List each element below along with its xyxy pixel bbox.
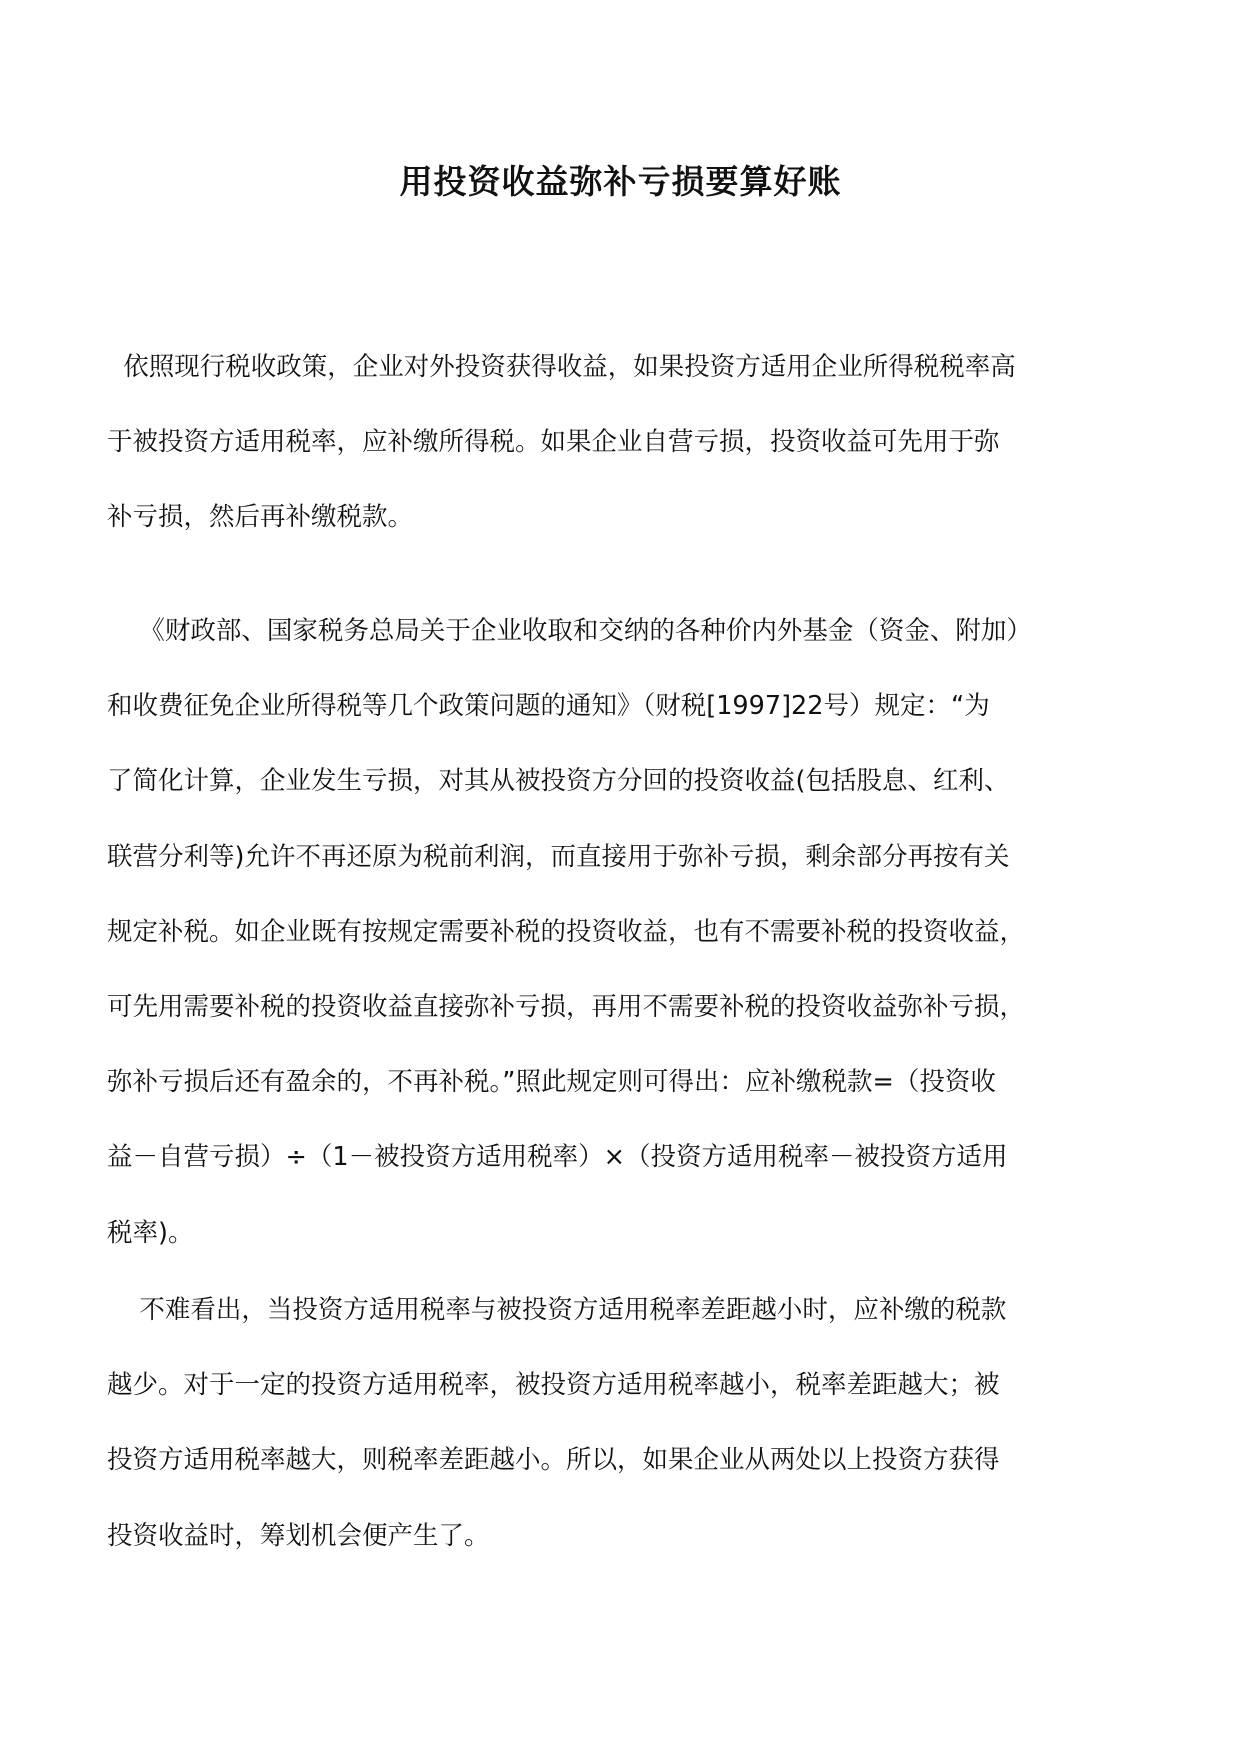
paragraph-line: 了简化计算，企业发生亏损，对其从被投资方分回的投资收益(包括股息、红利、 [107, 766, 1010, 797]
paragraph-line: 益－自营亏损）÷（1－被投资方适用税率）×（投资方适用税率－被投资方适用 [107, 1142, 1008, 1173]
paragraph-line: 规定补税。如企业既有按规定需要补税的投资收益，也有不需要补税的投资收益， [107, 916, 1026, 947]
paragraph-line: 联营分利等)允许不再还原为税前利润，而直接用于弥补亏损，剩余部分再按有关 [107, 841, 1010, 872]
paragraph-line: 投资收益时，筹划机会便产生了。 [107, 1520, 490, 1551]
paragraph-line: 于被投资方适用税率，应补缴所得税。如果企业自营亏损，投资收益可先用于弥 [107, 427, 1000, 458]
document-title: 用投资收益弥补亏损要算好账 [399, 162, 842, 201]
paragraph-line: 《财政部、国家税务总局关于企业收取和交纳的各种价内外基金（资金、附加） [107, 616, 1032, 646]
paragraph-line: 弥补亏损后还有盈余的，不再补税。”照此规定则可得出：应补缴税款=（投资收 [107, 1067, 996, 1098]
paragraph-line: 税率)。 [107, 1217, 194, 1248]
paragraph-line: 补亏损，然后再补缴税款。 [107, 502, 414, 533]
paragraph-2 [107, 594, 1137, 1271]
paragraph-line: 和收费征免企业所得税等几个政策问题的通知》（财税[1997]22号）规定：“为 [107, 691, 990, 722]
paragraph-line: 依照现行税收政策，企业对外投资获得收益，如果投资方适用企业所得税税率高 [107, 352, 1016, 382]
paragraph-3 [107, 1273, 1137, 1574]
paragraph-line: 投资方适用税率越大，则税率差距越小。所以，如果企业从两处以上投资方获得 [107, 1445, 1000, 1476]
paragraph-line: 不难看出，当投资方适用税率与被投资方适用税率差距越小时，应补缴的税款 [107, 1295, 1007, 1325]
paragraph-line: 可先用需要补税的投资收益直接弥补亏损，再用不需要补税的投资收益弥补亏损， [107, 991, 1026, 1022]
paragraph-1 [107, 330, 1137, 556]
paragraph-line: 越少。对于一定的投资方适用税率，被投资方适用税率越小，税率差距越大；被 [107, 1370, 1000, 1401]
